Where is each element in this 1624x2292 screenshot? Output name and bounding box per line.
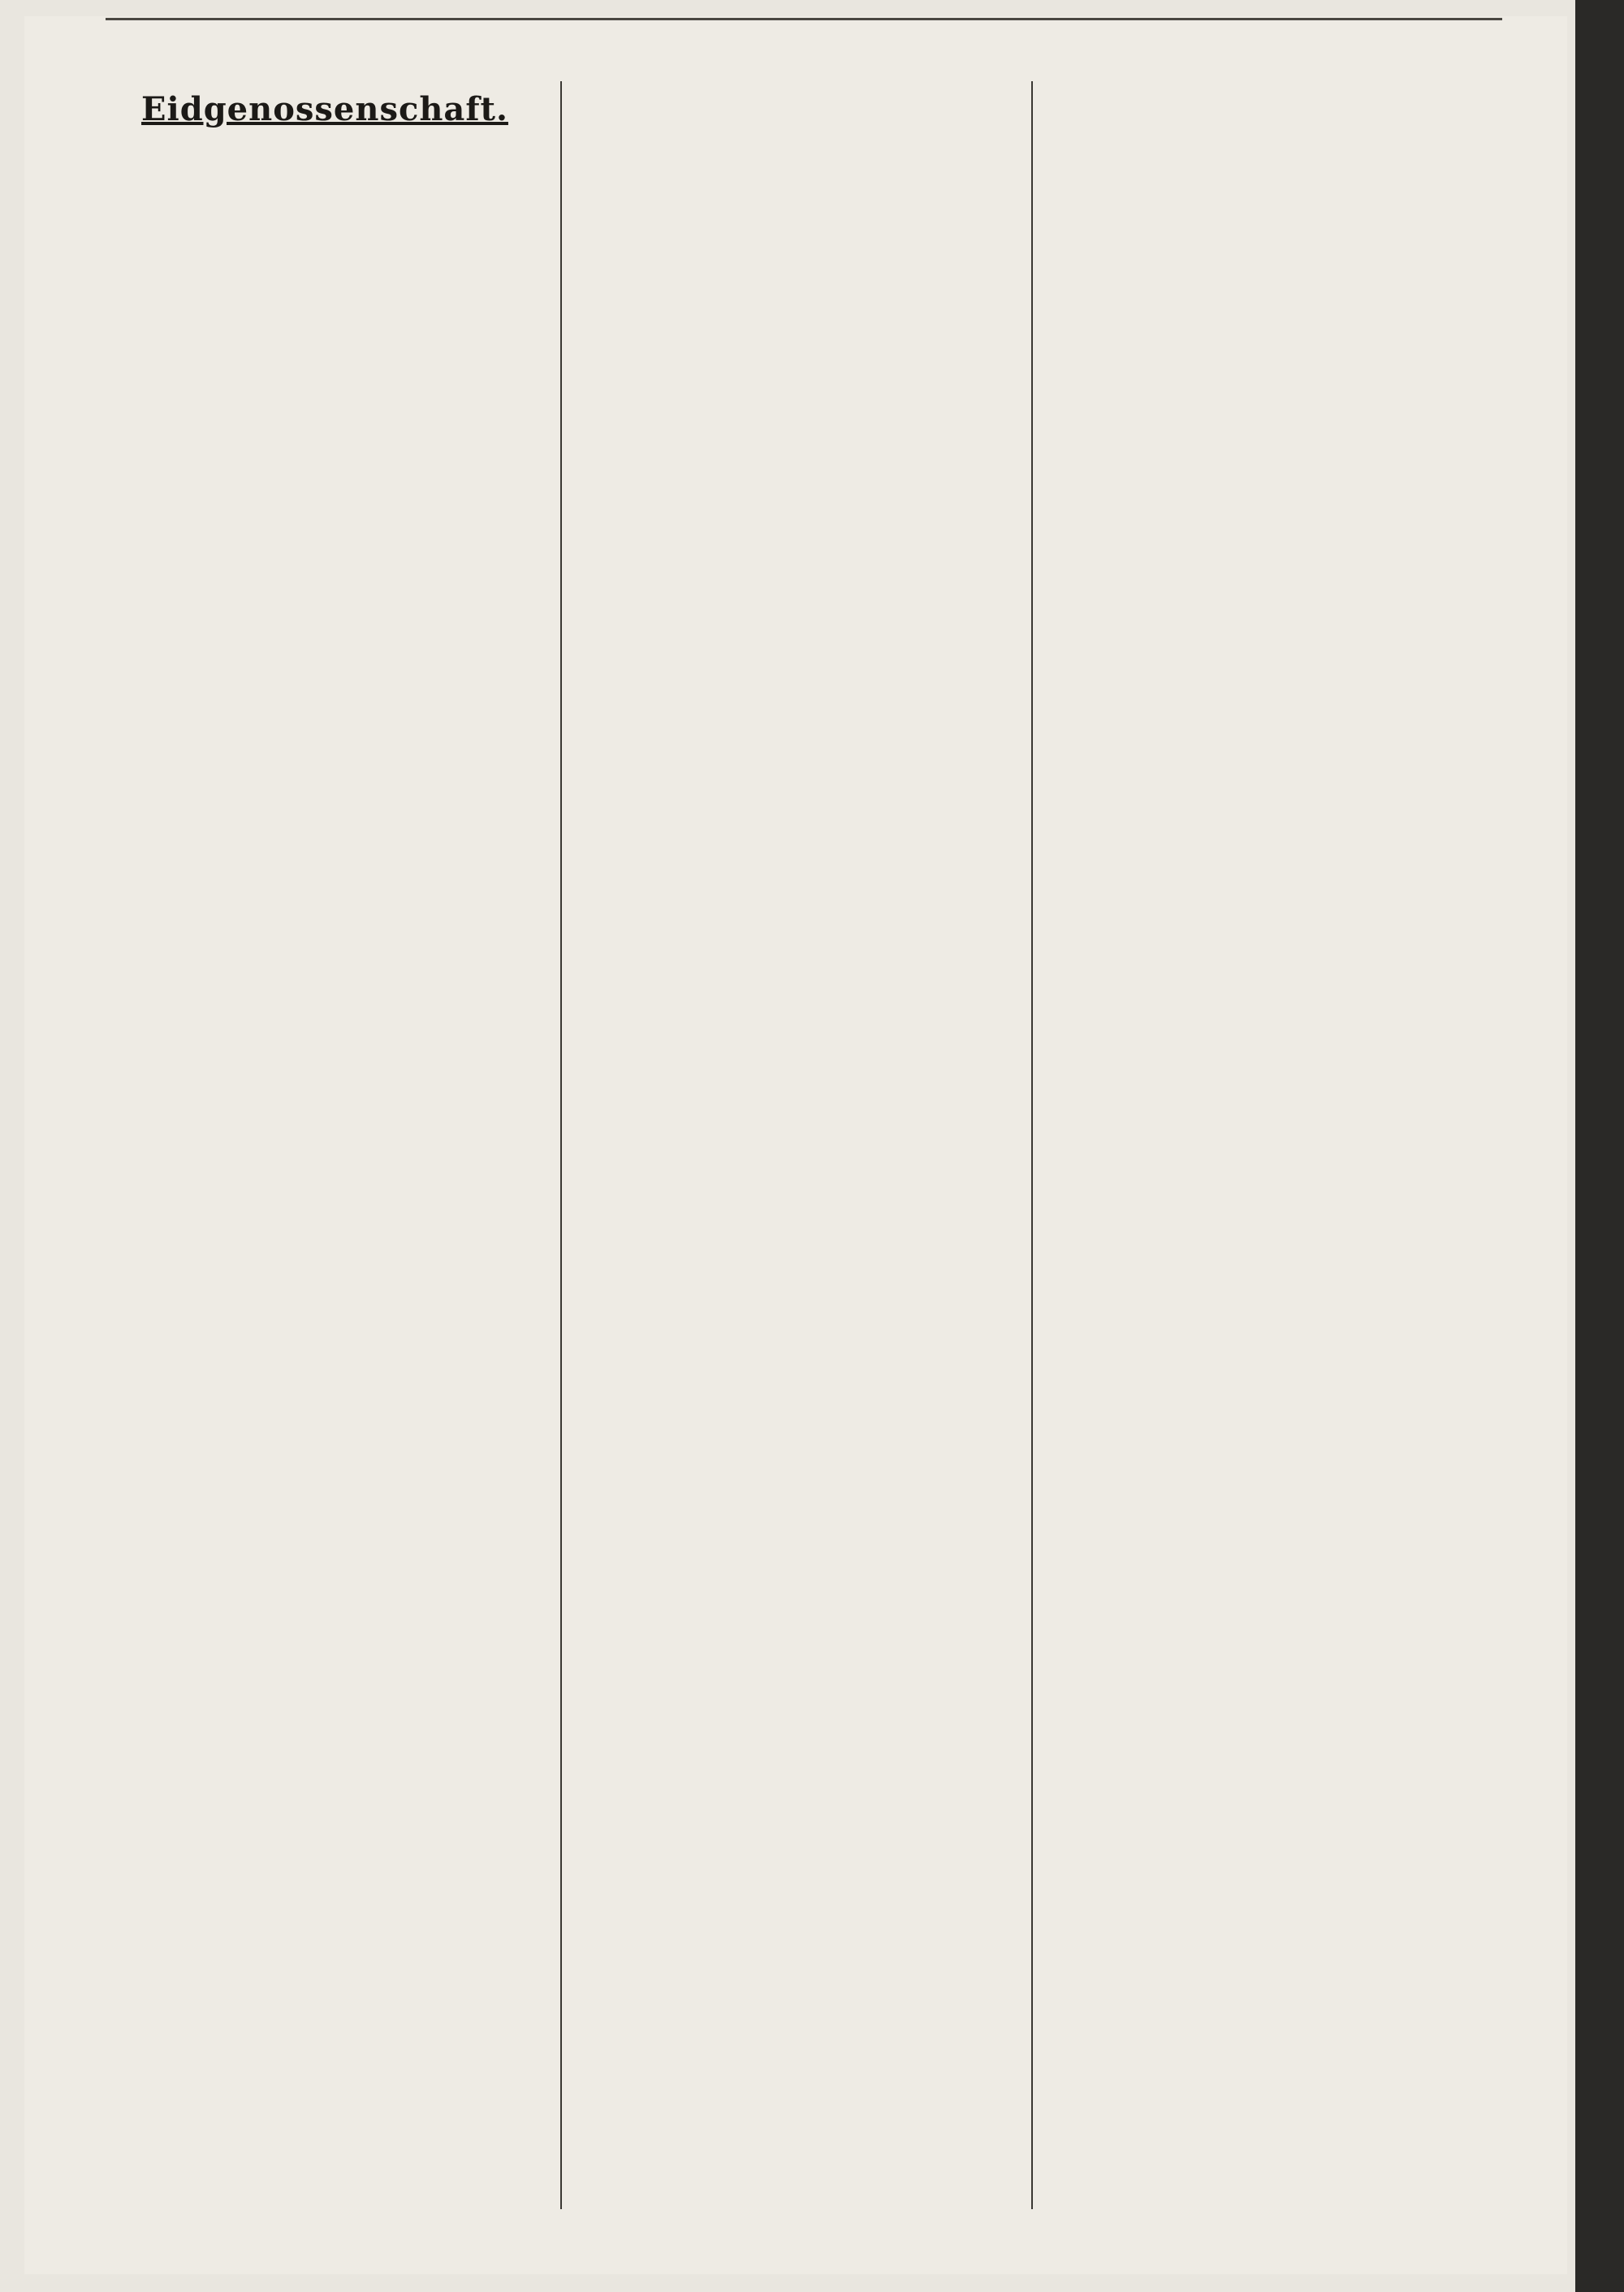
newspaper-page: [24, 16, 1567, 2274]
page-edge: [1575, 0, 1624, 2292]
section-heading: Eidgenossenschaft.: [141, 90, 508, 128]
column-rule: [1031, 81, 1033, 2209]
top-rule: [106, 18, 1502, 20]
column-1: [106, 81, 544, 133]
column-rule: [560, 81, 562, 2209]
